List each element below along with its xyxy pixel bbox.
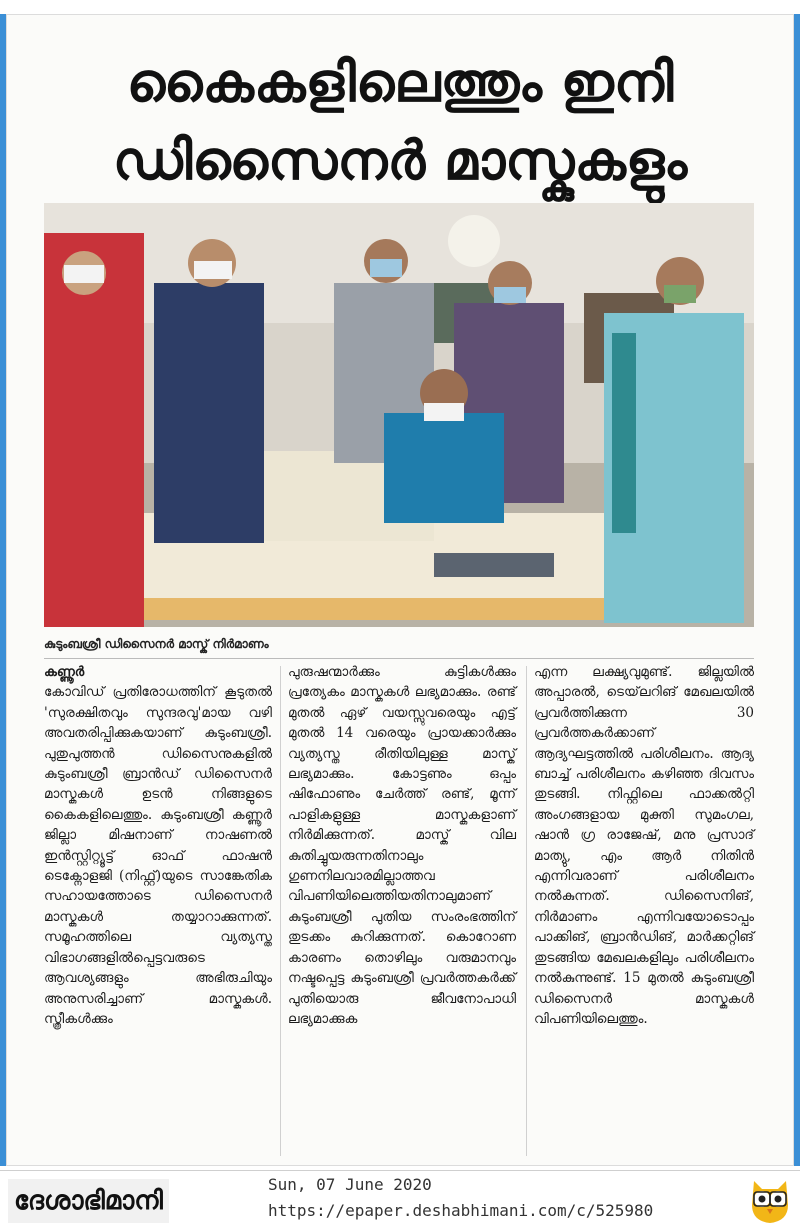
owl-icon bbox=[746, 1175, 794, 1225]
epaper-url[interactable]: https://epaper.deshabhimani.com/c/525980 bbox=[268, 1201, 654, 1220]
newspaper-logo: ദേശാഭിമാനി bbox=[8, 1179, 169, 1223]
column-1-text: കോവിഡ് പ്രതിരോധത്തിന് കൂടുതൽ 'സുരക്ഷിതവും സുന്ദരവു'മായ വഴി അവതരിപ്പിക്കുകയാണ് കുടുംബശ്രീ. പുതുപുത്തൻ ഡിസൈനുകളിൽ കുടുംബശ്രീ ബ്രാൻഡ് ഡിസൈനർ മാസ്കുകൾ ഉടൻ നിങ്ങളുടെ കൈകളിലെത്തും. കുടുംബശ്രീ കണ്ണൂർ ജില്ലാ മിഷനാണ് നാഷണൽ ഇൻസ്റ്റിറ്റ്യൂട്ട് ഓഫ് ഫാഷൻ ടെക്നോളജി (നിഫ്റ്റ്)യുടെ സാങ്കേതിക സഹായത്തോടെ ഡിസൈനർ മാസ്കുകൾ തയ്യാറാക്കുന്നത്. സമൂഹത്തിലെ വ്യത്യസ്ത വിഭാഗങ്ങളിൽപ്പെട്ടവരുടെ ആവശ്യങ്ങളും അഭിരുചിയും അനുസരിച്ചാണ് മാസ്കുകൾ. സ്ത്രീകൾക്കും bbox=[44, 684, 272, 1027]
photo-caption: കുടുംബശ്രീ ഡിസൈനർ മാസ്ക് നിർമാണം bbox=[44, 630, 754, 659]
dateline: കണ്ണൂർ bbox=[44, 664, 85, 680]
article-column-1 bbox=[44, 662, 272, 1029]
article-column-2: പുരുഷന്മാർക്കും കുട്ടികൾക്കും പ്രത്യേകം മാസ്കുകൾ ലഭ്യമാക്കും. രണ്ട് മുതൽ ഏഴ് വയസ്സുവരെയും എട്ട് മുതൽ 14 വരെയും പ്രായക്കാർക്കും വ്യത്യസ്ത രീതിയിലുള്ള മാസ്ക് ലഭ്യമാക്കും. കോട്ടണും ഒപ്പം ഷിഫോണും ചേർത്ത് രണ്ട്, മൂന്ന് പാളികളുള്ള മാസ്കുകളാണ് നിർമിക്കുന്നത്. മാസ്ക് വില കുതിച്ചുയരുന്നതിനാലും ഗുണനിലവാരമില്ലാത്തവ വിപണിയിലെത്തിയതിനാലുമാണ് കുടുംബശ്രീ പുതിയ സംരംഭത്തിന് തുടക്കം കുറിക്കുന്നത്. കൊറോണ കാരണം തൊഴിലും വരുമാനവും നഷ്ടപ്പെട്ട കുടുംബശ്രീ പ്രവർത്തകർക്ക് പുതിയൊരു ജീവനോപാധി ലഭ്യമാക്കുക bbox=[288, 664, 516, 1027]
column-divider bbox=[526, 666, 527, 1156]
column-divider bbox=[280, 666, 281, 1156]
article-column-3: എന്ന ലക്ഷ്യവുമുണ്ട്. ജില്ലയിൽ അപ്പാരൽ, ടെയ്‌ലറിങ് മേഖലയിൽ പ്രവർത്തിക്കുന്ന 30 പ്രവർത്തകർക്കാണ് ആദ്യഘട്ടത്തിൽ പരിശീലനം. ആദ്യ ബാച്ച് പരിശീലനം കഴിഞ്ഞ ദിവസം തുടങ്ങി. നിഫ്റ്റിലെ ഫാക്കൽറ്റി അംഗങ്ങളായ മുക്തി സുമംഗല, ഷാൻ ഗ്ര രാജേഷ്, മനു പ്രസാദ് മാത്യു, എം ആർ നിതിൻ എന്നിവരാണ് പരിശീലനം നൽകുന്നത്. ഡിസൈനിങ്, നിർമാണം എന്നിവയോടൊപ്പം പാക്കിങ്, ബ്രാൻഡിങ്, മാർക്കറ്റിങ് തുടങ്ങിയ മേഖലകളിലും പരിശീലനം നൽകുന്നുണ്ട്. 15 മുതൽ കുടുംബശ്രീ ഡിസൈനർ മാസ്കുകൾ വിപണിയിലെത്തും. bbox=[534, 664, 754, 1027]
headline: കൈകളിലെത്തും ഇനി ഡിസൈനർ മാസ്കുകളും bbox=[112, 51, 688, 192]
article-photo bbox=[44, 203, 754, 627]
clip-border-right bbox=[794, 14, 800, 1166]
publication-date: Sun, 07 June 2020 bbox=[268, 1175, 432, 1194]
epaper-footer bbox=[0, 1170, 800, 1228]
